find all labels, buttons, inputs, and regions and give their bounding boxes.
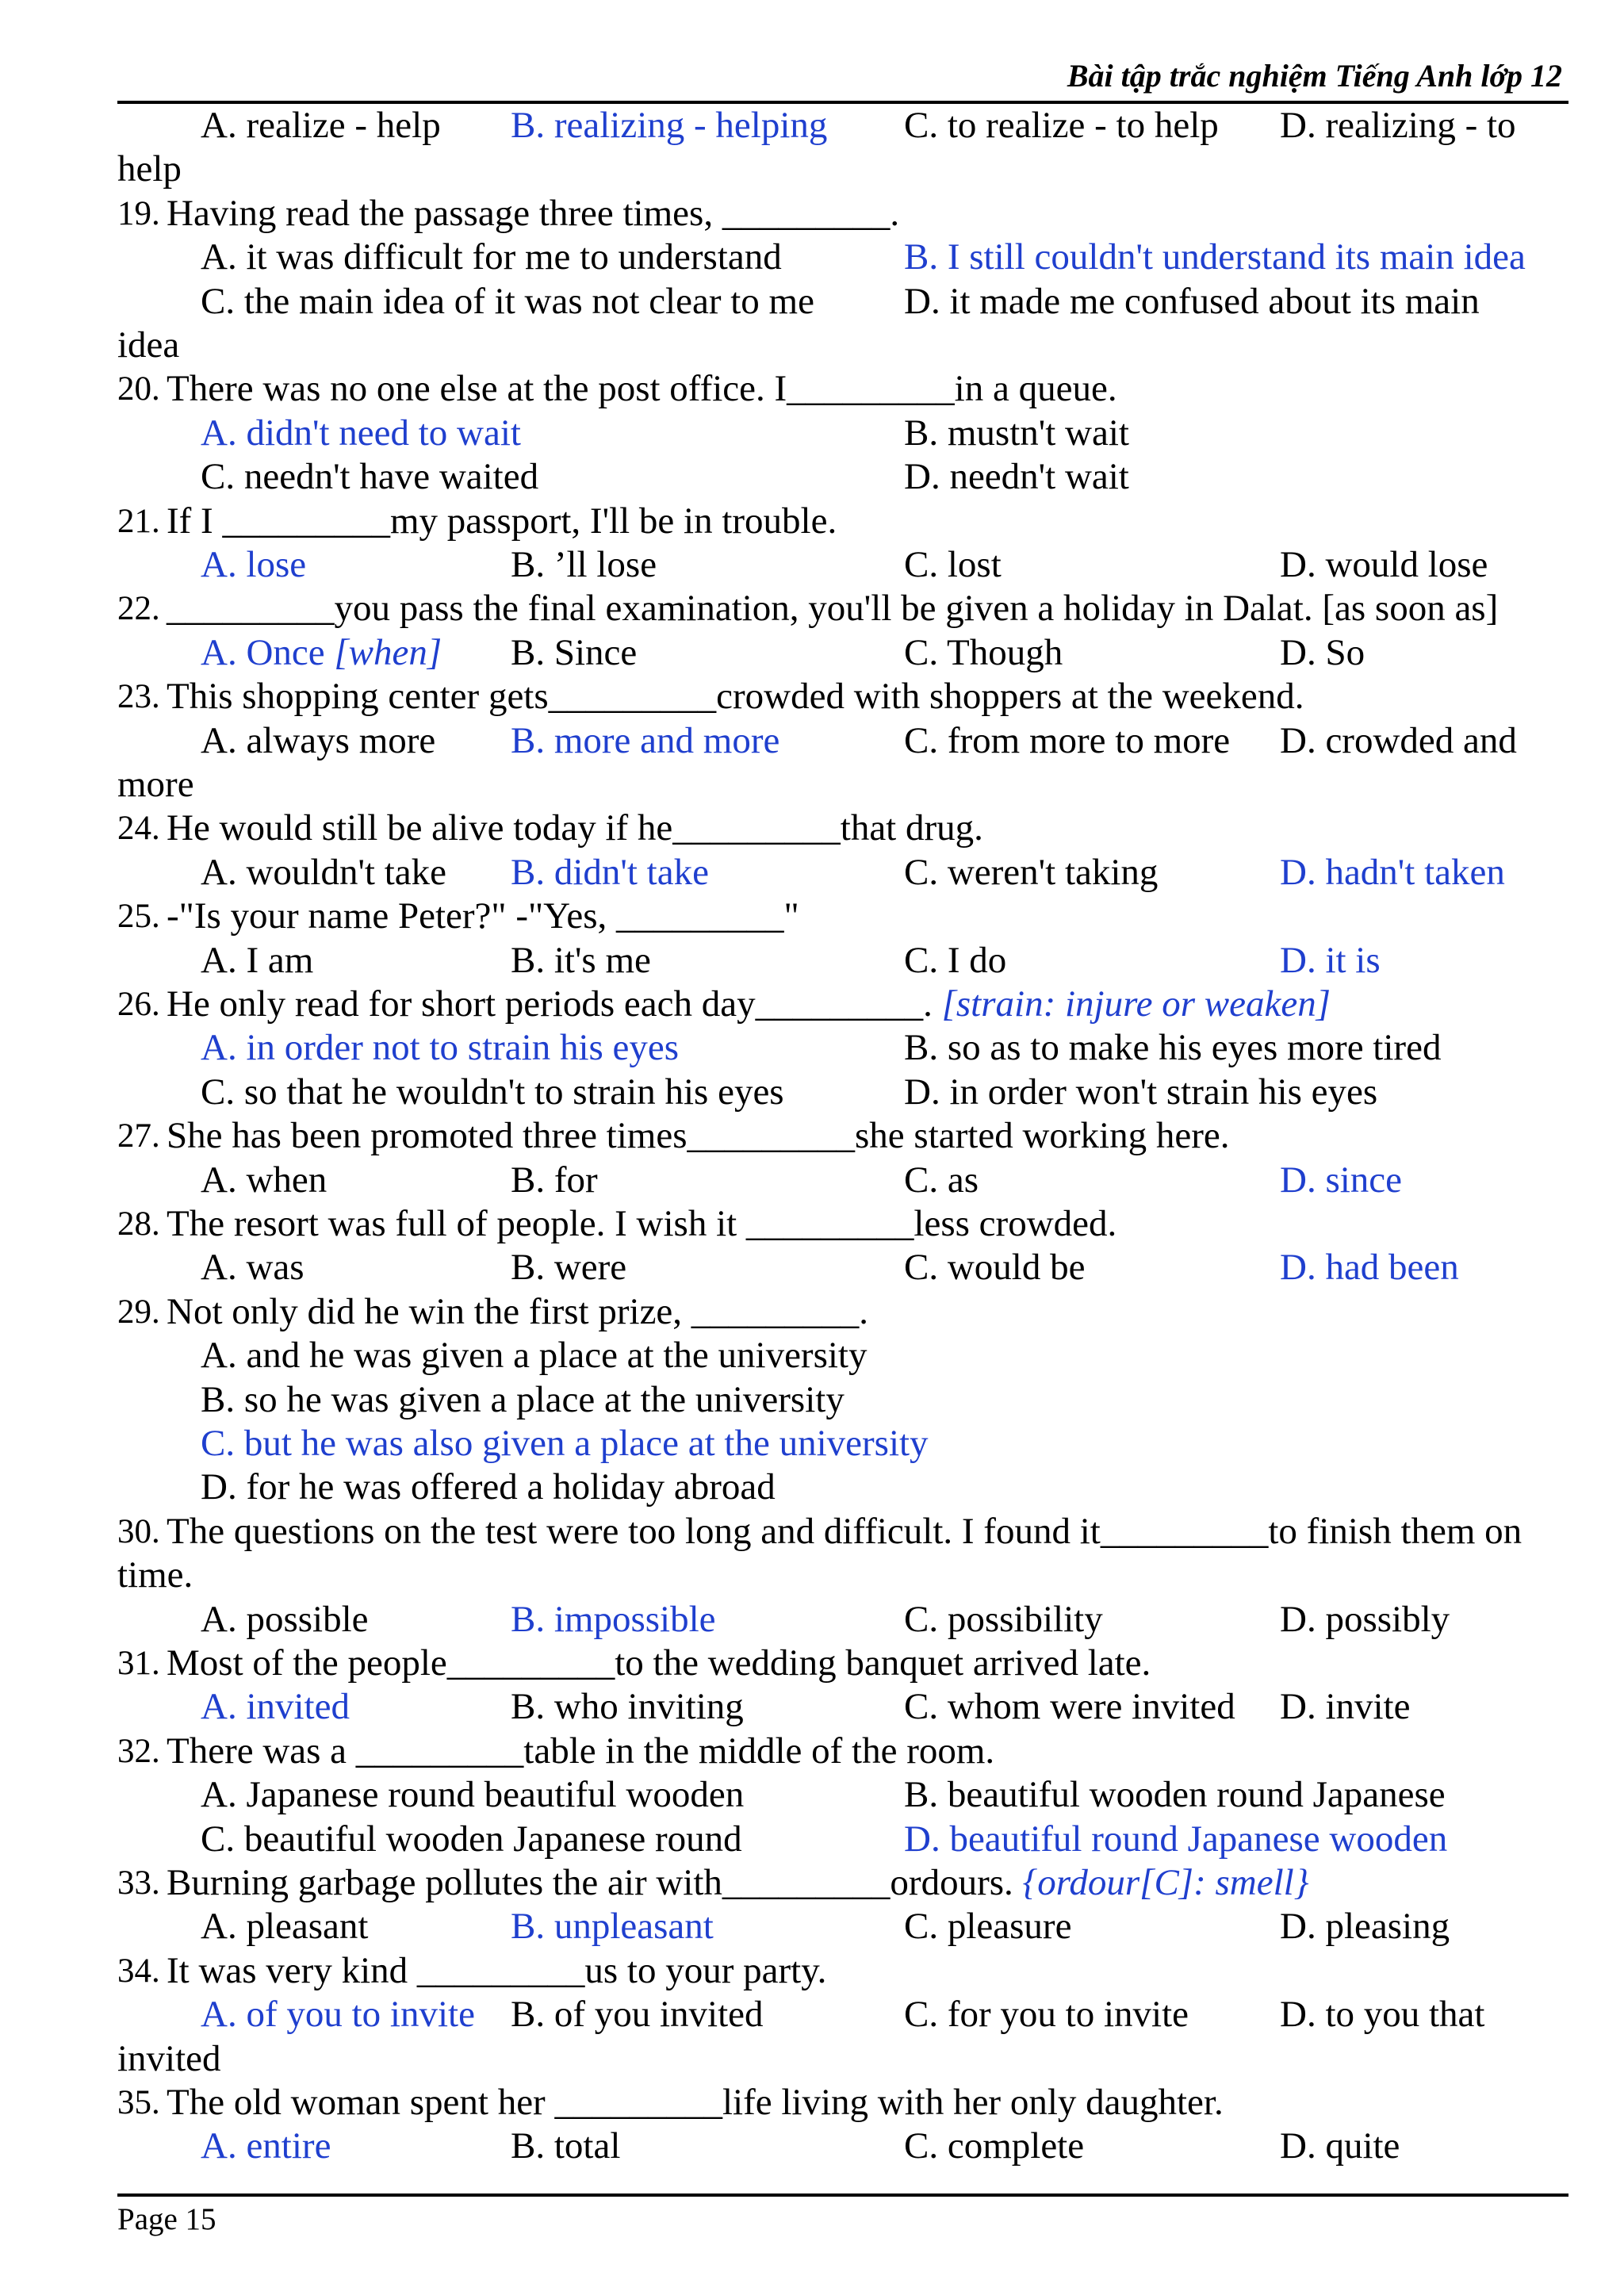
- question-stem: It was very kind _________us to your party.: [167, 1950, 827, 1991]
- option-b: B. so he was given a place at the university: [201, 1379, 845, 1420]
- question-number: 29.: [117, 1293, 160, 1331]
- option-d: D. for he was offered a holiday abroad: [201, 1466, 776, 1508]
- option-d: D. invite: [1280, 1686, 1411, 1727]
- option-d: D. realizing - to: [1280, 105, 1516, 146]
- option-a: A. wouldn't take: [201, 852, 446, 893]
- question-number: 34.: [117, 1952, 160, 1990]
- question-number: 35.: [117, 2084, 160, 2121]
- option-c: C. for you to invite: [904, 1994, 1189, 2035]
- option-b: B. it's me: [511, 940, 651, 981]
- options-row: [0, 1422, 1624, 1466]
- option-d: D. needn't wait: [904, 456, 1129, 497]
- option-d: D. So: [1280, 632, 1365, 673]
- option-a: A. was: [201, 1247, 304, 1288]
- option-b: B. ’ll lose: [511, 544, 657, 585]
- question-stem: The old woman spent her _________life living with her only daughter.: [167, 2082, 1224, 2123]
- option-d: D. it is: [1280, 940, 1381, 981]
- stem-line: [0, 1202, 1624, 1246]
- option-a: A. pleasant: [201, 1906, 369, 1947]
- option-d: D. it made me confused about its main: [904, 281, 1480, 322]
- options-row: [0, 412, 1624, 455]
- options-row: [0, 2125, 1624, 2168]
- stem-line: [0, 500, 1624, 543]
- option-a: A. didn't need to wait: [201, 412, 521, 454]
- option-d: D. quite: [1280, 2125, 1400, 2167]
- question-number: 22.: [117, 590, 160, 627]
- option-wrap-line: [0, 2037, 1624, 2081]
- option-b: B. beautiful wooden round Japanese: [904, 1774, 1446, 1815]
- page-number: Page 15: [117, 2202, 216, 2236]
- vocab-note: {ordour[C]: smell}: [1022, 1862, 1309, 1903]
- option-c: C. I do: [904, 940, 1007, 981]
- option-c: C. from more to more: [904, 720, 1231, 761]
- question-stem: There was a _________table in the middle of the room.: [167, 1730, 995, 1772]
- option-b: B. mustn't wait: [904, 412, 1129, 454]
- option-c: C. to realize - to help: [904, 105, 1219, 146]
- option-a-text: A. Once: [201, 632, 325, 673]
- question-stem: Burning garbage pollutes the air with_________ordours.: [167, 1862, 1013, 1903]
- option-b: B. so as to make his eyes more tired: [904, 1027, 1442, 1068]
- question-stem-group: [167, 983, 1331, 1026]
- option-d: D. to you that: [1280, 1994, 1485, 2035]
- stem-line: [0, 807, 1624, 850]
- option-a: A. it was difficult for me to understand: [201, 236, 782, 278]
- stem-line: [0, 1861, 1624, 1905]
- option-b: B. realizing - helping: [511, 105, 828, 146]
- option-b: B. of you invited: [511, 1994, 764, 2035]
- options-row: [0, 1773, 1624, 1817]
- option-b: B. total: [511, 2125, 621, 2167]
- option-wrap-line: [0, 148, 1624, 191]
- question-stem: _________you pass the final examination, you'll be given a holiday in Dalat. [as soon as]: [167, 588, 1499, 629]
- options-row: [0, 719, 1624, 763]
- question-stem: Having read the passage three times, _________.: [167, 193, 900, 234]
- question-number: 33.: [117, 1864, 160, 1902]
- options-row: [0, 1026, 1624, 1070]
- question-stem: He would still be alive today if he_________that drug.: [167, 807, 983, 849]
- option-b: B. Since: [511, 632, 638, 673]
- options-row: [0, 1466, 1624, 1509]
- question-stem: There was no one else at the post office. I_________in a queue.: [167, 368, 1117, 409]
- question-number: 27.: [117, 1117, 160, 1155]
- option-d: D. pleasing: [1280, 1906, 1450, 1947]
- option-b: B. didn't take: [511, 852, 709, 893]
- option-d: D. had been: [1280, 1247, 1459, 1288]
- vocab-note: [strain: injure or weaken]: [941, 983, 1331, 1025]
- option-d: D. crowded and: [1280, 720, 1517, 761]
- options-row: [0, 104, 1624, 148]
- option-a: A. of you to invite: [201, 1994, 475, 2035]
- footer-rule: [117, 2193, 1568, 2197]
- question-stem-group: [167, 1861, 1308, 1905]
- question-number: 28.: [117, 1205, 160, 1243]
- option-c: C. needn't have waited: [201, 456, 539, 497]
- option-c: C. the main idea of it was not clear to me: [201, 281, 814, 322]
- options-row: [0, 1071, 1624, 1114]
- option-c: C. but he was also given a place at the university: [201, 1423, 929, 1464]
- options-row: [0, 1378, 1624, 1422]
- stem-wrap-line: [0, 1554, 1624, 1597]
- option-d: D. would lose: [1280, 544, 1488, 585]
- stem-line: [0, 587, 1624, 630]
- question-stem: Not only did he win the first prize, _________.: [167, 1291, 869, 1332]
- question-stem: If I _________my passport, I'll be in trouble.: [167, 500, 837, 542]
- question-stem-continued: time.: [117, 1554, 193, 1596]
- options-row: [0, 236, 1624, 279]
- option-a: A. I am: [201, 940, 314, 981]
- options-row: [0, 631, 1624, 675]
- option-c: C. complete: [904, 2125, 1085, 2167]
- question-number: 21.: [117, 503, 160, 540]
- stem-line: [0, 1642, 1624, 1685]
- option-d: D. in order won't strain his eyes: [904, 1071, 1378, 1113]
- stem-line: [0, 367, 1624, 411]
- option-a: A. in order not to strain his eyes: [201, 1027, 680, 1068]
- option-a: A. invited: [201, 1686, 350, 1727]
- question-stem: He only read for short periods each day_________.: [167, 983, 933, 1025]
- option-c: C. lost: [904, 544, 1002, 585]
- option-b: B. I still couldn't understand its main idea: [904, 236, 1526, 278]
- question-stem: Most of the people_________to the wedding banquet arrived late.: [167, 1642, 1151, 1684]
- options-row: [0, 1993, 1624, 2036]
- option-wrap-line: [0, 324, 1624, 367]
- stem-line: [0, 1730, 1624, 1773]
- option-c: C. as: [904, 1159, 979, 1201]
- option-b: B. who inviting: [511, 1686, 744, 1727]
- options-row: [0, 1598, 1624, 1642]
- options-row: [0, 455, 1624, 499]
- stem-line: [0, 983, 1624, 1026]
- option-a: A. when: [201, 1159, 327, 1201]
- option-d: D. beautiful round Japanese wooden: [904, 1818, 1448, 1860]
- options-row: [0, 1685, 1624, 1729]
- options-row: [0, 543, 1624, 587]
- option-d-continued: idea: [117, 324, 180, 366]
- option-c: C. whom were invited: [904, 1686, 1235, 1727]
- option-c: C. Though: [904, 632, 1063, 673]
- stem-line: [0, 675, 1624, 718]
- option-b: B. were: [511, 1247, 627, 1288]
- stem-line: [0, 1949, 1624, 1993]
- stem-line: [0, 192, 1624, 236]
- option-d-continued: help: [117, 148, 182, 190]
- question-stem: She has been promoted three times_________she started working here.: [167, 1115, 1230, 1156]
- options-row: [0, 1246, 1624, 1289]
- option-b: B. more and more: [511, 720, 780, 761]
- option-c: C. so that he wouldn't to strain his eyes: [201, 1071, 784, 1113]
- stem-line: [0, 2081, 1624, 2125]
- options-row: [0, 1905, 1624, 1948]
- question-number: 19.: [117, 195, 160, 232]
- option-d: D. possibly: [1280, 1599, 1450, 1640]
- question-number: 32.: [117, 1733, 160, 1770]
- stem-line: [0, 1510, 1624, 1554]
- header-title: Bài tập trắc nghiệm Tiếng Anh lớp 12: [1067, 58, 1562, 94]
- option-a: A. possible: [201, 1599, 369, 1640]
- question-number: 23.: [117, 678, 160, 715]
- option-a-note: [when]: [334, 632, 442, 673]
- option-d: D. since: [1280, 1159, 1403, 1201]
- option-a: A. Japanese round beautiful wooden: [201, 1774, 745, 1815]
- option-b: B. unpleasant: [511, 1906, 714, 1947]
- option-wrap-line: [0, 763, 1624, 807]
- option-a: A. realize - help: [201, 105, 441, 146]
- options-row: [0, 939, 1624, 983]
- question-stem: The questions on the test were too long and difficult. I found it_________to finish them on: [167, 1511, 1522, 1552]
- option-b: B. impossible: [511, 1599, 716, 1640]
- option-a: A. lose: [201, 544, 307, 585]
- question-stem: -"Is your name Peter?" -"Yes, _________": [167, 895, 799, 937]
- option-c: C. pleasure: [904, 1906, 1072, 1947]
- options-row: [0, 1818, 1624, 1861]
- question-number: 24.: [117, 810, 160, 847]
- options-row: [0, 851, 1624, 895]
- option-d-continued: more: [117, 764, 194, 805]
- question-stem: This shopping center gets_________crowded with shoppers at the weekend.: [167, 676, 1304, 717]
- question-number: 26.: [117, 986, 160, 1023]
- option-a: A. entire: [201, 2125, 331, 2167]
- option-c: C. possibility: [904, 1599, 1103, 1640]
- option-a: A. always more: [201, 720, 436, 761]
- stem-line: [0, 1290, 1624, 1334]
- question-number: 25.: [117, 898, 160, 935]
- stem-line: [0, 1114, 1624, 1158]
- option-a: [201, 631, 442, 675]
- option-c: C. weren't taking: [904, 852, 1159, 893]
- option-d: D. hadn't taken: [1280, 852, 1505, 893]
- question-stem: The resort was full of people. I wish it _________less crowded.: [167, 1203, 1117, 1244]
- options-row: [0, 1159, 1624, 1202]
- question-number: 31.: [117, 1645, 160, 1682]
- stem-line: [0, 895, 1624, 938]
- option-c: C. would be: [904, 1247, 1086, 1288]
- options-row: [0, 1334, 1624, 1377]
- option-b: B. for: [511, 1159, 598, 1201]
- options-row: [0, 280, 1624, 324]
- option-c: C. beautiful wooden Japanese round: [201, 1818, 742, 1860]
- question-number: 20.: [117, 370, 160, 408]
- option-a: A. and he was given a place at the university: [201, 1335, 868, 1376]
- question-number: 30.: [117, 1513, 160, 1550]
- option-d-continued: invited: [117, 2038, 221, 2079]
